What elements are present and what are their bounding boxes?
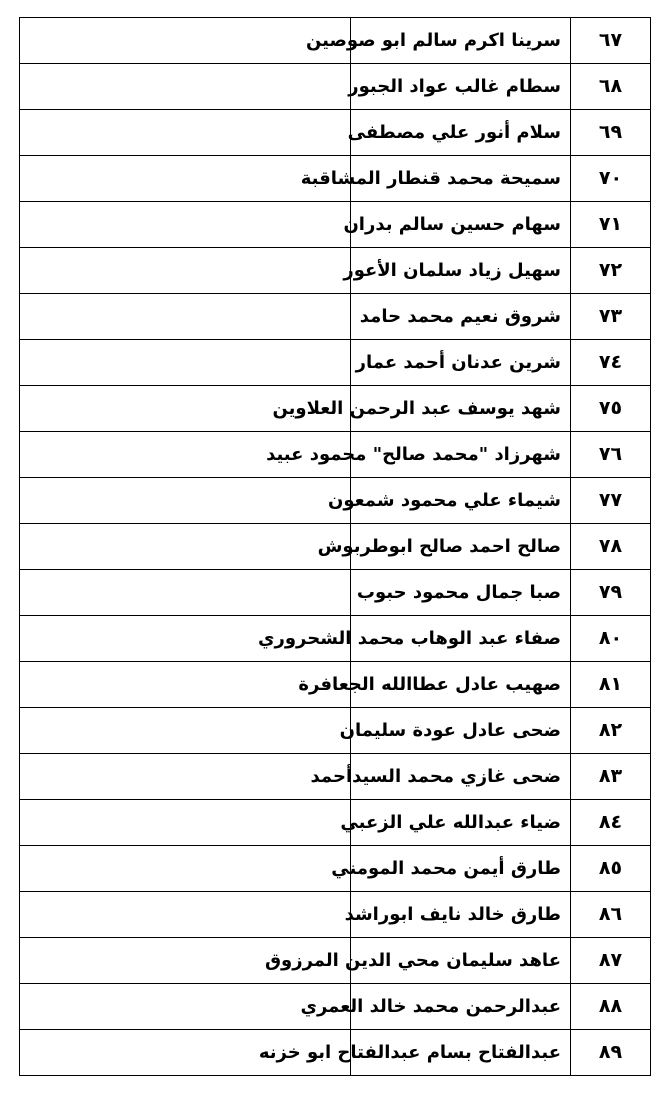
empty-cell xyxy=(20,846,351,892)
row-number: ٧٣ xyxy=(571,294,651,340)
empty-cell xyxy=(20,570,351,616)
table-row xyxy=(20,202,651,248)
student-name: سهيل زياد سلمان الأعور xyxy=(351,248,571,294)
student-name: عبدالفتاح بسام عبدالفتاح ابو خزنه xyxy=(351,1030,571,1076)
row-number: ٨٤ xyxy=(571,800,651,846)
student-name: سطام غالب عواد الجبور xyxy=(351,64,571,110)
student-name: سهام حسين سالم بدران xyxy=(351,202,571,248)
row-number: ٨٦ xyxy=(571,892,651,938)
table-row xyxy=(20,478,651,524)
empty-cell xyxy=(20,248,351,294)
table-row xyxy=(20,386,651,432)
student-name: طارق أيمن محمد المومني xyxy=(351,846,571,892)
empty-cell xyxy=(20,800,351,846)
row-number: ٧٥ xyxy=(571,386,651,432)
row-number: ٧٠ xyxy=(571,156,651,202)
empty-cell xyxy=(20,18,351,64)
table-row xyxy=(20,846,651,892)
student-name: شهد يوسف عبد الرحمن العلاوين xyxy=(351,386,571,432)
empty-cell xyxy=(20,524,351,570)
empty-cell xyxy=(20,110,351,156)
student-name: عبدالرحمن محمد خالد العمري xyxy=(351,984,571,1030)
table-row xyxy=(20,754,651,800)
empty-cell xyxy=(20,202,351,248)
row-number: ٨٩ xyxy=(571,1030,651,1076)
empty-cell xyxy=(20,708,351,754)
row-number: ٨٥ xyxy=(571,846,651,892)
empty-cell xyxy=(20,294,351,340)
student-name: ضحى غازي محمد السيدأحمد xyxy=(351,754,571,800)
student-name: طارق خالد نايف ابوراشد xyxy=(351,892,571,938)
empty-cell xyxy=(20,754,351,800)
row-number: ٧٤ xyxy=(571,340,651,386)
row-number: ٨٠ xyxy=(571,616,651,662)
table-row xyxy=(20,984,651,1030)
empty-cell xyxy=(20,892,351,938)
table-row xyxy=(20,708,651,754)
table-row xyxy=(20,340,651,386)
student-name: شروق نعيم محمد حامد xyxy=(351,294,571,340)
table-row xyxy=(20,524,651,570)
table-row xyxy=(20,156,651,202)
student-name: صالح احمد صالح ابوطربوش xyxy=(351,524,571,570)
student-name: شيماء علي محمود شمعون xyxy=(351,478,571,524)
names-table-body xyxy=(20,18,651,1076)
table-row xyxy=(20,64,651,110)
student-name: صهيب عادل عطاالله الجعافرة xyxy=(351,662,571,708)
row-number: ٨٢ xyxy=(571,708,651,754)
row-number: ٧٩ xyxy=(571,570,651,616)
table-row xyxy=(20,432,651,478)
student-name: صبا جمال محمود حبوب xyxy=(351,570,571,616)
table-row xyxy=(20,248,651,294)
row-number: ٦٩ xyxy=(571,110,651,156)
student-name: ضياء عبدالله علي الزعبي xyxy=(351,800,571,846)
table-row xyxy=(20,18,651,64)
table-row xyxy=(20,938,651,984)
empty-cell xyxy=(20,340,351,386)
table-row xyxy=(20,892,651,938)
row-number: ٦٧ xyxy=(571,18,651,64)
table-row xyxy=(20,662,651,708)
row-number: ٧٨ xyxy=(571,524,651,570)
student-name: سميحة محمد قنطار المشاقبة xyxy=(351,156,571,202)
row-number: ٨٧ xyxy=(571,938,651,984)
row-number: ٨٨ xyxy=(571,984,651,1030)
student-name: سلام أنور علي مصطفى xyxy=(351,110,571,156)
table-row xyxy=(20,800,651,846)
row-number: ٨٣ xyxy=(571,754,651,800)
student-name: صفاء عبد الوهاب محمد الشحروري xyxy=(351,616,571,662)
names-table xyxy=(19,17,651,1076)
student-name: شهرزاد "محمد صالح" محمود عبيد xyxy=(351,432,571,478)
table-row xyxy=(20,616,651,662)
empty-cell xyxy=(20,64,351,110)
student-name: سرينا اكرم سالم ابو صوصين xyxy=(351,18,571,64)
student-name: ضحى عادل عودة سليمان xyxy=(351,708,571,754)
student-name: عاهد سليمان محي الدين المرزوق xyxy=(351,938,571,984)
table-row xyxy=(20,570,651,616)
row-number: ٧٧ xyxy=(571,478,651,524)
row-number: ٧٢ xyxy=(571,248,651,294)
table-row xyxy=(20,294,651,340)
row-number: ٧٦ xyxy=(571,432,651,478)
table-row xyxy=(20,1030,651,1076)
row-number: ٨١ xyxy=(571,662,651,708)
table-row xyxy=(20,110,651,156)
student-name: شرين عدنان أحمد عمار xyxy=(351,340,571,386)
row-number: ٧١ xyxy=(571,202,651,248)
empty-cell xyxy=(20,478,351,524)
row-number: ٦٨ xyxy=(571,64,651,110)
